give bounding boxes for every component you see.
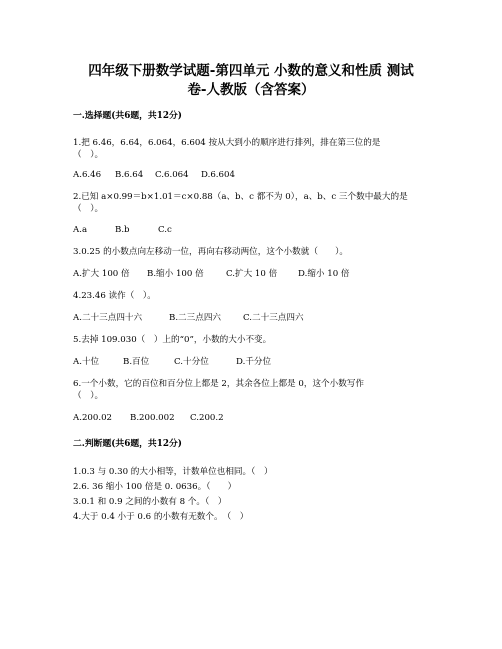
option-c: C.c	[158, 225, 172, 235]
option-b: B.百位	[123, 357, 150, 367]
question-4-stem: 4.23.46 读作（ ）。	[73, 291, 156, 301]
title-line-1: 四年级下册数学试题-第四单元 小数的意义和性质 测试	[88, 63, 414, 79]
option-c: C.200.2	[190, 413, 224, 423]
question-6-stem-cont: （ ）。	[73, 391, 104, 401]
option-d: D.6.604	[201, 170, 235, 180]
title-line-2: 卷-人教版（含答案）	[187, 82, 315, 98]
option-b: B.缩小 100 倍	[147, 269, 204, 279]
option-c: C.6.064	[155, 170, 189, 180]
judgement-item-3: 3.0.1 和 0.9 之间的小数有 8 个。（ ）	[73, 497, 227, 507]
question-2-stem: 2.已知 a×0.99＝b×1.01＝c×0.88（a、b、c 都不为 0），a、b、c 三个数中最大的是	[73, 192, 408, 202]
option-a: A.6.46	[73, 170, 102, 180]
option-b: B.b	[115, 225, 130, 235]
question-1-stem-cont: （ ）。	[73, 150, 104, 160]
option-c: C.十分位	[174, 357, 209, 367]
option-a: A.200.02	[73, 413, 113, 423]
option-a: A.二十三点四十六	[73, 313, 143, 323]
question-5-options	[73, 356, 271, 368]
section-heading-judgement: 二.判断题(共6题，共12分)	[73, 439, 182, 449]
question-6-stem: 6.一个小数，它的百位和百分位上都是 2，其余各位上都是 0，这个小数写作	[73, 379, 365, 389]
question-4-options	[73, 312, 304, 324]
option-c: C.扩大 10 倍	[226, 269, 278, 279]
judgement-item-4: 4.大于 0.4 小于 0.6 的小数有无数个。 （ ）	[73, 512, 249, 522]
judgement-item-1: 1.0.3 与 0.30 的大小相等，计数单位也相同。（ ）	[73, 467, 273, 477]
option-b: B.二三点四六	[169, 313, 222, 323]
option-a: A.十位	[73, 357, 100, 367]
question-1-options	[73, 169, 235, 181]
option-b: B.6.64	[115, 170, 144, 180]
option-a: A.a	[73, 225, 88, 235]
question-5-stem: 5.去掉 109.030（ ）上的“0”，小数的大小不变。	[73, 335, 272, 345]
option-d: D.千分位	[236, 357, 272, 367]
question-2-stem-cont: （ ）。	[73, 204, 104, 214]
question-2-options	[73, 224, 172, 236]
document-title	[40, 62, 462, 100]
section-heading-choice: 一.选择题(共6题，共12分)	[73, 111, 182, 121]
question-3-options	[73, 268, 350, 280]
question-3-stem: 3.0.25 的小数点向左移动一位，再向右移动两位，这个小数就（ ）。	[73, 247, 348, 257]
option-b: B.200.002	[130, 413, 175, 423]
question-6-options	[73, 412, 224, 424]
option-d: D.缩小 10 倍	[298, 269, 350, 279]
option-a: A.扩大 100 倍	[73, 269, 130, 279]
question-1-stem: 1.把 6.46，6.64，6.064，6.604 按从大到小的顺序进行排列，排在第三位的是	[73, 138, 381, 148]
judgement-item-2: 2.6. 36 缩小 100 倍是 0. 0636。（ ）	[73, 482, 237, 492]
option-c: C.二十三点四六	[243, 313, 304, 323]
